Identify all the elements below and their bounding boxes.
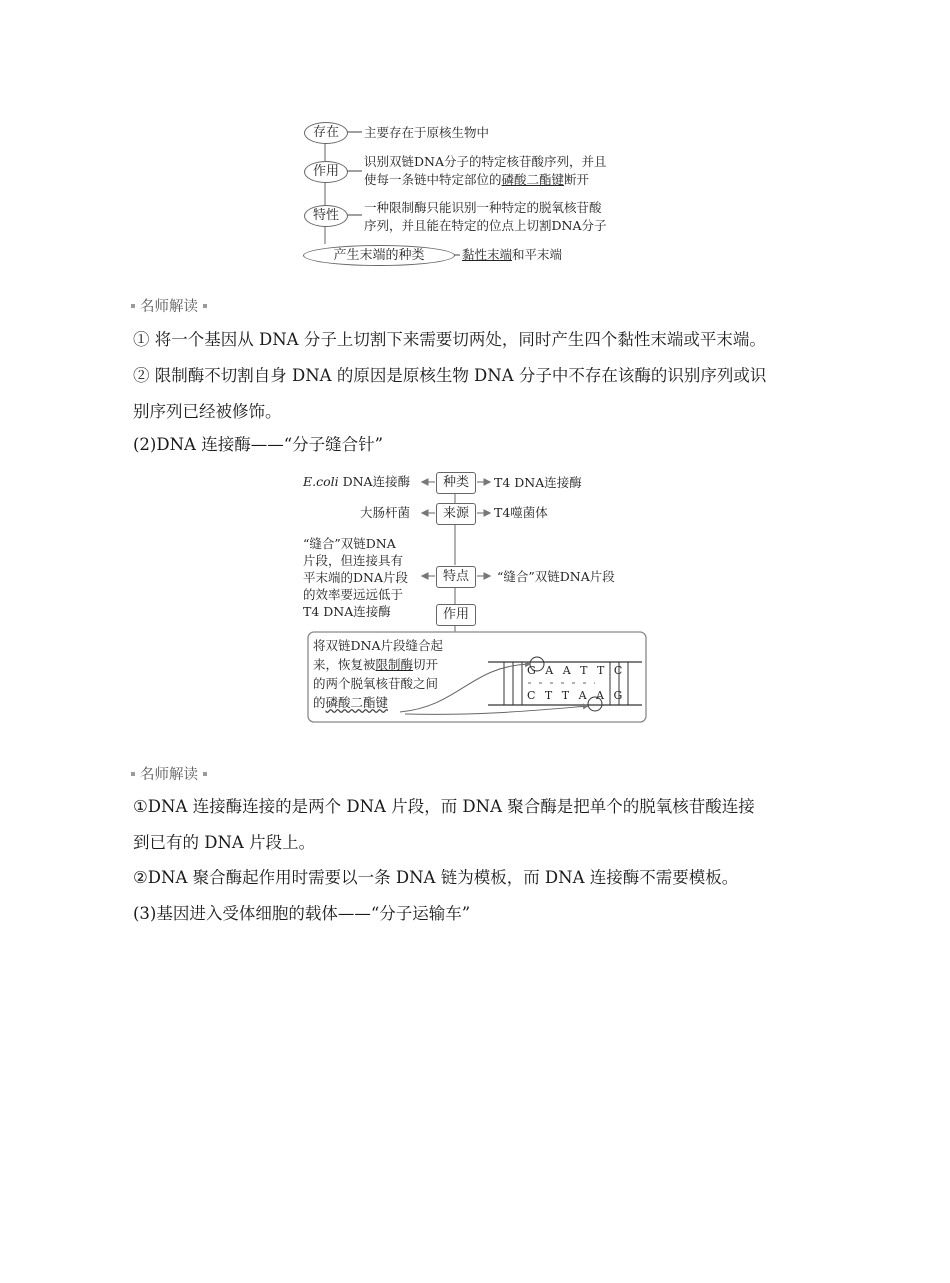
- dna-bottom-strand-sequence: C T T A A G: [527, 689, 626, 702]
- section1-heading: 名师解读: [131, 295, 207, 316]
- section2-line2: 到已有的 DNA 片段上。: [133, 833, 316, 852]
- feature-right: “缝合”双链DNA片段: [497, 569, 615, 584]
- role-line4: 的磷酸二酯键: [313, 695, 389, 710]
- role-line2: 来，恢复被限制酶切开: [313, 657, 439, 672]
- kind-right-t4: T4 DNA连接酶: [494, 475, 582, 490]
- kind-left-ecoli: E.coli DNA连接酶: [303, 474, 411, 489]
- node-role: 作用: [436, 604, 476, 626]
- subheading-dna-ligase: (2)DNA 连接酶——“分子缝合针”: [133, 435, 384, 454]
- property-desc-line1: 一种限制酶只能识别一种特定的脱氧核苷酸: [364, 200, 602, 215]
- role-line1: 将双链DNA片段缝合起: [313, 638, 443, 653]
- restriction-enzyme-term: 限制酶: [375, 657, 414, 672]
- section1-line1: ① 将一个基因从 DNA 分子上切割下来需要切两处，同时产生四个黏性末端或平末端。: [133, 330, 766, 349]
- feature-left-line1: “缝合”双链DNA: [303, 536, 396, 551]
- node-kind: 种类: [436, 472, 476, 494]
- section2-heading: 名师解读: [131, 763, 207, 784]
- node-property: 特性: [304, 205, 348, 227]
- node-end-types: 产生末端的种类: [303, 245, 455, 266]
- feature-left-line4: 的效率要远远低于: [303, 587, 404, 602]
- square-bullet-icon: [203, 304, 207, 308]
- square-bullet-icon: [131, 772, 135, 776]
- section1-line3: 别序列已经被修饰。: [133, 402, 282, 421]
- property-desc-line2: 序列，并且能在特定的位点上切割DNA分子: [364, 218, 607, 233]
- section2-line3: ②DNA 聚合酶起作用时需要以一条 DNA 链为模板，而 DNA 连接酶不需要模板。: [133, 868, 739, 887]
- function-desc-line1: 识别双链DNA分子的特定核苷酸序列，并且: [364, 154, 607, 169]
- feature-left-line2: 片段，但连接具有: [303, 553, 404, 568]
- existence-desc: 主要存在于原核生物中: [364, 125, 490, 140]
- square-bullet-icon: [131, 304, 135, 308]
- section1-line2: ② 限制酶不切割自身 DNA 的原因是原核生物 DNA 分子中不存在该酶的识别序列或识: [133, 366, 767, 385]
- node-function: 作用: [304, 161, 348, 183]
- source-right: T4噬菌体: [494, 505, 548, 520]
- dna-top-strand-sequence: G A A T T C: [527, 664, 626, 677]
- feature-left-line3: 平末端的DNA片段: [303, 570, 408, 585]
- phosphodiester-bond-term: 磷酸二酯键: [325, 695, 389, 710]
- role-line3: 的两个脱氧核苷酸之间: [313, 676, 439, 691]
- square-bullet-icon: [203, 772, 207, 776]
- node-source: 来源: [436, 503, 476, 525]
- end-types-desc: 黏性末端和平末端: [462, 247, 563, 262]
- subheading-vector: (3)基因进入受体细胞的载体——“分子运输车”: [133, 904, 471, 923]
- node-existence: 存在: [304, 122, 348, 144]
- feature-left-line5: T4 DNA连接酶: [303, 604, 391, 619]
- node-feature: 特点: [436, 566, 476, 588]
- function-desc-line2: 使每一条链中特定部位的磷酸二酯键断开: [364, 172, 590, 187]
- sticky-end-term: 黏性末端: [462, 247, 513, 262]
- phosphodiester-bond-term: 磷酸二酯键: [501, 172, 565, 187]
- source-left: 大肠杆菌: [360, 505, 411, 520]
- section2-line1: ①DNA 连接酶连接的是两个 DNA 片段，而 DNA 聚合酶是把单个的脱氧核苷酸连接: [133, 797, 755, 816]
